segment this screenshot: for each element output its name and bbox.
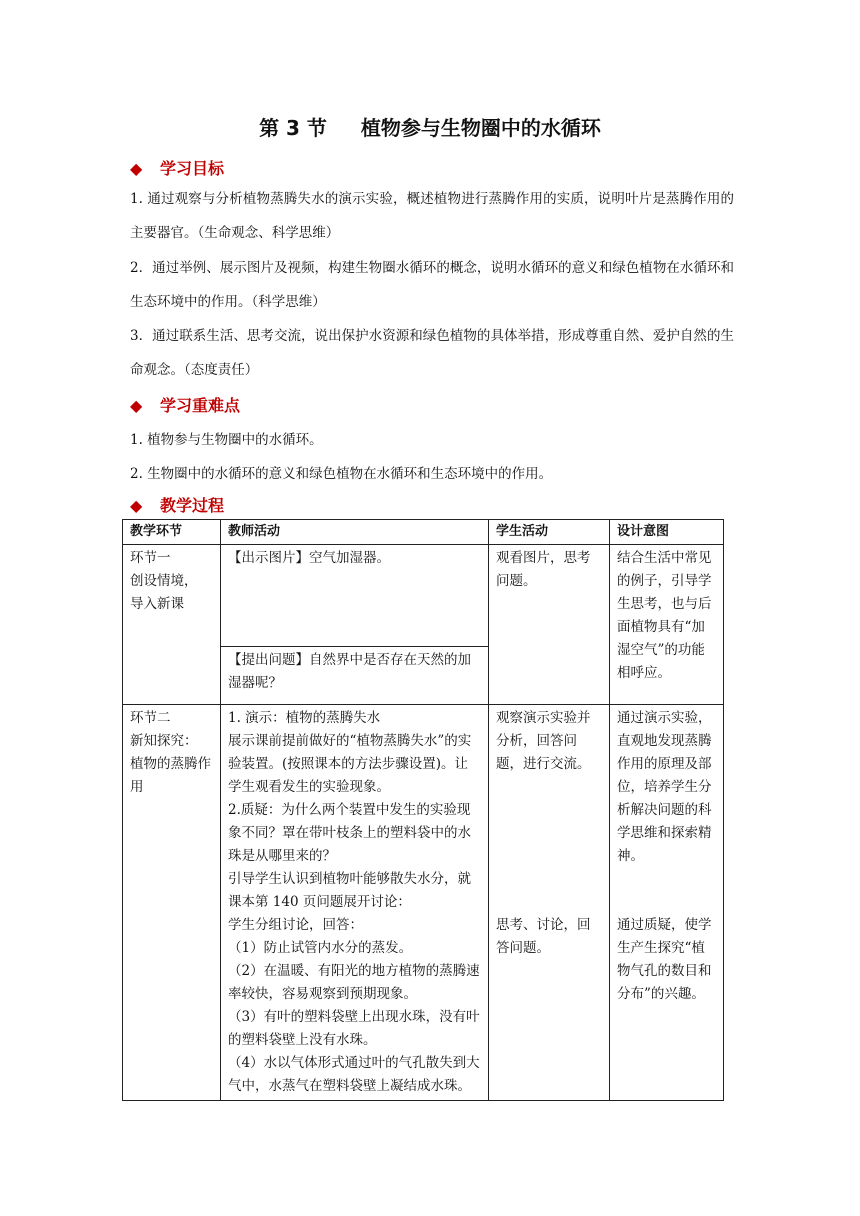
stage2-teacher	[221, 705, 489, 1101]
stage2-name: 环节二 新知探究： 植物的蒸腾作用	[123, 705, 221, 1101]
goal-item-2: 2．通过举例、展示图片及视频，构建生物圈水循环的概念，说明水循环的意义和绿色植物在水循环和生态环境中的作用。（科学思维）	[130, 260, 734, 310]
stage2-student-a: 观察演示实验并分析，回答问题，进行交流。	[496, 710, 591, 772]
page-title	[0, 112, 860, 141]
section-heading-goals	[130, 156, 224, 179]
section-heading-text: 教学过程	[160, 496, 225, 515]
stage2-teacher-line: 2.质疑：为什么两个装置中发生的实验现象不同？罩在带叶枝条上的塑料袋中的水珠是从哪里来的？	[228, 802, 471, 864]
stage2-student-b: 思考、讨论，回答问题。	[496, 917, 591, 956]
table-header-row	[123, 520, 724, 545]
key-point-1: 1. 植物参与生物圈中的水循环。	[130, 432, 323, 448]
table-row	[123, 545, 724, 647]
diamond-bullet-icon: ◆	[130, 496, 143, 515]
stage2-teacher-line: （2）在温暖、有阳光的地方植物的蒸腾速率较快，容易观察到预期现象。	[228, 963, 480, 1002]
section-heading-text: 学习目标	[160, 159, 225, 178]
stage2-teacher-line: 展示课前提前做好的“植物蒸腾失水”的实验装置。(按照课本的方法步骤设置)。让学生观看发生的实验现象。	[228, 733, 472, 795]
section-heading-text: 学习重难点	[160, 396, 241, 415]
diamond-bullet-icon: ◆	[130, 159, 143, 178]
lesson-process-table	[122, 519, 724, 1101]
title-name: 植物参与生物圈中的水循环	[360, 116, 601, 140]
goal-item-3: 3．通过联系生活、思考交流，说出保护水资源和绿色植物的具体举措，形成尊重自然、爱护自然的生命观念。（态度责任）	[130, 328, 734, 378]
stage2-intent-b: 通过质疑，使学生产生探究“植物气孔的数目和分布”的兴趣。	[617, 917, 712, 1002]
stage2-teacher-line: （4）水以气体形式通过叶的气孔散失到大气中，水蒸气在塑料袋壁上凝结成水珠。	[228, 1055, 480, 1094]
stage1-intent: 结合生活中常见的例子，引导学生思考，也与后面植物具有“加湿空气”的功能相呼应。	[610, 545, 724, 705]
stage2-student	[489, 705, 610, 1101]
header-teacher: 教师活动	[221, 520, 489, 545]
section-heading-process	[130, 493, 224, 516]
stage2-intent-a: 通过演示实验，直观地发现蒸腾作用的原理及部位，培养学生分析解决问题的科学思维和探索精神。	[617, 710, 712, 864]
table-row	[123, 705, 724, 1101]
stage1-student: 观看图片，思考问题。	[489, 545, 610, 705]
stage1-name: 环节一 创设情境， 导入新课	[123, 545, 221, 705]
stage2-teacher-line: 学生分组讨论，回答：	[228, 917, 363, 933]
stage1-teacher-a: 【出示图片】空气加湿器。	[221, 545, 489, 647]
stage1-teacher-b: 【提出问题】自然界中是否存在天然的加湿器呢？	[221, 647, 489, 705]
stage2-teacher-line: （3）有叶的塑料袋壁上出现水珠，没有叶的塑料袋壁上没有水珠。	[228, 1009, 480, 1048]
header-intent: 设计意图	[610, 520, 724, 545]
key-point-2: 2. 生物圈中的水循环的意义和绿色植物在水循环和生态环境中的作用。	[130, 466, 553, 482]
header-student: 学生活动	[489, 520, 610, 545]
stage2-teacher-line: 1. 演示：植物的蒸腾失水	[228, 710, 381, 726]
diamond-bullet-icon: ◆	[130, 396, 143, 415]
stage2-intent	[610, 705, 724, 1101]
stage2-teacher-line: （1）防止试管内水分的蒸发。	[228, 940, 413, 956]
stage2-teacher-line: 引导学生认识到植物叶能够散失水分，就课本第 140 页问题展开讨论：	[228, 871, 471, 910]
goal-item-1: 1. 通过观察与分析植物蒸腾失水的演示实验，概述植物进行蒸腾作用的实质，说明叶片是蒸腾作用的主要器官。（生命观念、科学思维）	[130, 191, 734, 241]
header-stage: 教学环节	[123, 520, 221, 545]
title-section-number: 第 3 节	[259, 116, 327, 140]
section-heading-key-points	[130, 393, 240, 416]
